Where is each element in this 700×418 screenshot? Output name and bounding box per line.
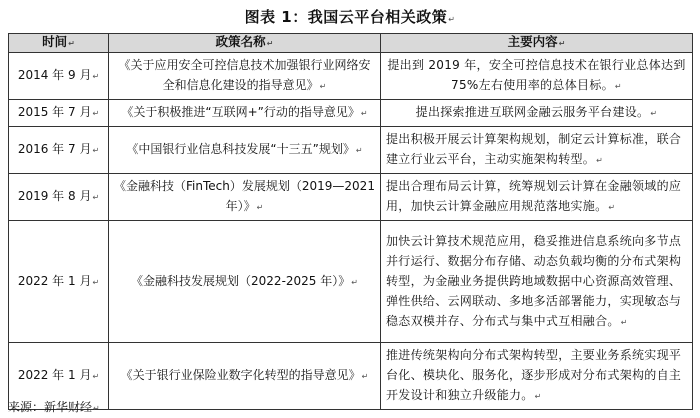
cell-policy-name: 《中国银行业信息科技发展“十三五”规划》↵ <box>109 127 381 174</box>
table-row <box>9 53 693 100</box>
table-title <box>0 6 700 27</box>
cell-time: 2016 年 7 月↵ <box>9 127 109 174</box>
source-text: 来源：新华财经 <box>8 400 93 414</box>
cell-policy-name: 《关于积极推进“互联网+”行动的指导意见》↵ <box>109 100 381 127</box>
policy-table <box>8 33 693 410</box>
cell-main-content: 提出合理布局云计算，统筹规划云计算在金融领域的应用，加快云计算金融应用规范落地实施。↵ <box>381 174 693 221</box>
paragraph-mark: ↵ <box>93 404 100 413</box>
cell-main-content: 提出积极开展云计算架构规划，制定云计算标准，联合建立行业云平台，主动实施架构转型。↵ <box>381 127 693 174</box>
table-row <box>9 174 693 221</box>
header-main-content: 主要内容↵ <box>381 34 693 53</box>
table-row <box>9 100 693 127</box>
cell-policy-name: 《金融科技（FinTech）发展规划（2019—2021年）》↵ <box>109 174 381 221</box>
source-note <box>8 398 100 415</box>
cell-time: 2022 年 1 月↵ <box>9 343 109 410</box>
cell-time: 2015 年 7 月↵ <box>9 100 109 127</box>
cell-policy-name: 《关于银行业保险业数字化转型的指导意见》↵ <box>109 343 381 410</box>
paragraph-mark: ↵ <box>448 15 456 24</box>
table-row <box>9 221 693 343</box>
cell-main-content: 提出探索推进互联网金融云服务平台建设。↵ <box>381 100 693 127</box>
cell-main-content: 提出到 2019 年，安全可控信息技术在银行业总体达到 75%左右使用率的总体目标。↵ <box>381 53 693 100</box>
cell-time: 2014 年 9 月↵ <box>9 53 109 100</box>
header-policy-name: 政策名称↵ <box>109 34 381 53</box>
cell-main-content: 推进传统架构向分布式架构转型，主要业务系统实现平台化、模块化、服务化，逐步形成对分布式架构的自主开发设计和独立升级能力。↵ <box>381 343 693 410</box>
table-header-row <box>9 34 693 53</box>
table-row <box>9 343 693 410</box>
cell-main-content: 加快云计算技术规范应用，稳妥推进信息系统向多节点并行运行、数据分布存储、动态负载均衡的分布式架构转型，为金融业务提供跨地域数据中心资源高效管理、弹性供给、云网联动、多地多活部署能力，实现敏态与稳态双模并存、分布式与集中式互相融合。↵ <box>381 221 693 343</box>
cell-time: 2019 年 8 月↵ <box>9 174 109 221</box>
cell-policy-name: 《金融科技发展规划（2022-2025 年）》↵ <box>109 221 381 343</box>
cell-time: 2022 年 1 月↵ <box>9 221 109 343</box>
table-title-text: 图表 1：我国云平台相关政策 <box>244 8 448 26</box>
cell-policy-name: 《关于应用安全可控信息技术加强银行业网络安全和信息化建设的指导意见》↵ <box>109 53 381 100</box>
table-row <box>9 127 693 174</box>
header-time: 时间↵ <box>9 34 109 53</box>
